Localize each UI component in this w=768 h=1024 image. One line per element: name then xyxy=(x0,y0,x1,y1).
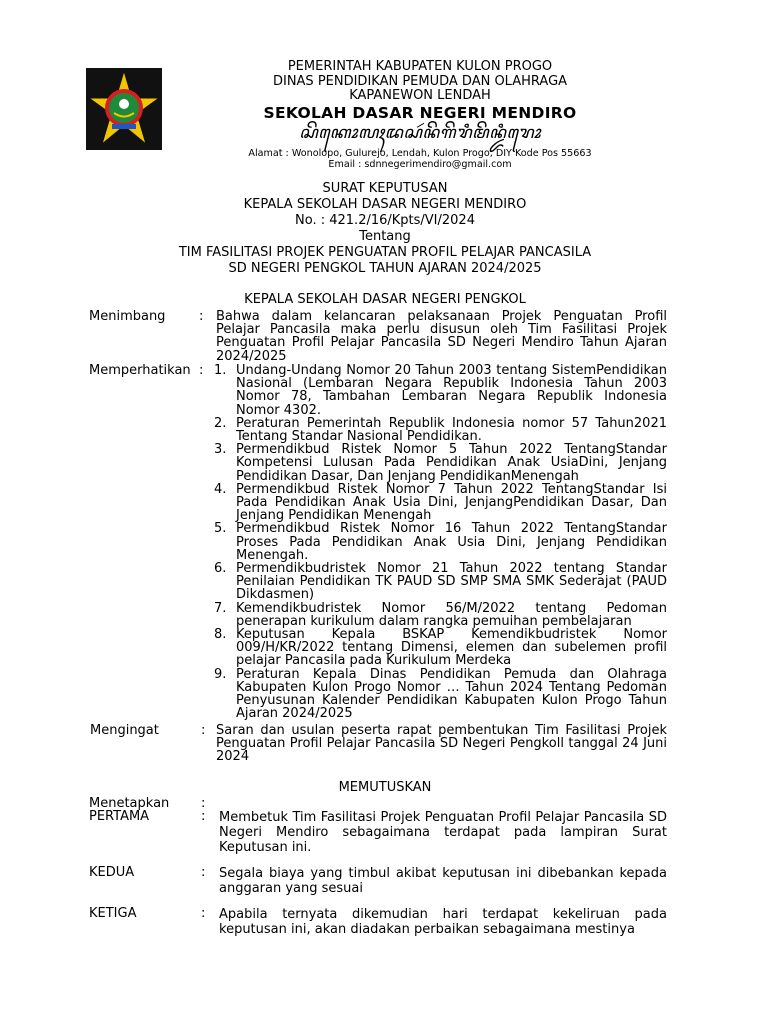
header-line-1: PEMERINTAH KABUPATEN KULON PROGO xyxy=(287,59,553,74)
address-line: Alamat : Wonolopo, Gulurejo, Lendah, Kulon Progo, DIY Kode Pos 55663 xyxy=(248,147,592,159)
title-tim-fasilitasi: TIM FASILITASI PROJEK PENGUATAN PROFIL PELAJAR PANCASILA xyxy=(178,245,592,260)
colon: : xyxy=(201,723,206,738)
list-item: 7. Kemendikbudristek Nomor 56/M/2022 tentang Pedoman penerapan kurikulum dalam rangka pemuihan pembelajaran xyxy=(214,600,667,629)
school-logo xyxy=(86,68,162,150)
memutuskan-heading: MEMUTUSKAN xyxy=(338,780,432,795)
label-pertama: PERTAMA xyxy=(89,809,150,824)
label-menetapkan: Menetapkan xyxy=(89,796,170,811)
section-ketiga xyxy=(89,907,669,939)
colon: : xyxy=(199,363,204,378)
title-sd-negeri: SD NEGERI PENGKOL TAHUN AJARAN 2024/2025 xyxy=(228,261,542,276)
label-kedua: KEDUA xyxy=(89,865,135,880)
colon: : xyxy=(201,906,206,921)
colon: : xyxy=(201,809,206,824)
list-item: 5. Permendikbud Ristek Nomor 16 Tahun 2022 TentangStandar Proses Pada Pendidikan Anak Usia Dini, Jenjang Pendidikan Menengah. xyxy=(214,521,667,563)
menimbang-text: Bahwa dalam kelancaran pelaksanaan Projek Penguatan Profil Pelajar Pancasila maka perlu disusun oleh Tim Fasilitasi Projek Penguatan Profil Pelajar Pancasila SD Negeri Mendiro Tahun Ajaran 2024/2025 xyxy=(216,309,667,364)
memperhatikan-list xyxy=(214,364,667,720)
title-tentang: Tentang xyxy=(359,229,411,244)
section-memperhatikan xyxy=(89,363,669,722)
list-item: 3. Permendikbud Ristek Nomor 5 Tahun 2022 TentangStandar Kompetensi Lulusan Pada Pendidikan Anak UsiaDini, Jenjang Pendidikan Dasar, Dan Jenjang PendidikanMenengah xyxy=(214,442,667,484)
list-item: 1. Undang-Undang Nomor 20 Tahun 2003 tentang SistemPendidikan Nasional (Lembaran Negara Republik Indonesia Tahun 2003 Nomor 78, Tambahan Lembaran Negara Republik Indonesia Nomor 4302. xyxy=(214,363,667,418)
colon: : xyxy=(201,865,206,880)
title-kepala-sekolah: KEPALA SEKOLAH DASAR NEGERI MENDIRO xyxy=(243,197,527,212)
label-mengingat: Mengingat xyxy=(90,723,159,738)
title-surat-keputusan: SURAT KEPUTUSAN xyxy=(322,181,448,196)
pertama-text: Membetuk Tim Fasilitasi Projek Penguatan Profil Pelajar Pancasila SD Negeri Mendiro sebagaimana terdapat pada lampiran Surat Keputusan ini. xyxy=(219,810,667,855)
list-item: 4. Permendikbud Ristek Nomor 7 Tahun 2022 TentangStandar Isi Pada Pendidikan Anak Usia Dini, JenjangPendidikan Dasar, Dan Jenjang Pendidikan Menengah xyxy=(214,481,667,524)
list-item: 9. Peraturan Kepala Dinas Pendidikan Pemuda dan Olahraga Kabupaten Kulon Progo Nomor … Tahun 2024 Tentang Pedoman Penyusunan Kalender Pendidikan Kabupaten Kulon Progo Tahun Ajaran 2024/2025 xyxy=(214,666,667,722)
section-menimbang xyxy=(89,309,669,364)
list-item: 2. Peraturan Pemerintah Republik Indonesia nomor 57 Tahun2021 Tentang Standar Nasional Pendidikan. xyxy=(214,415,667,445)
list-item: 6. Permendikbudristek Nomor 21 Tahun 2022 tentang Standar Penilaian Pendidikan TK PAUD SD SMP SMA SMK Sederajat (PAUD Dikdasmen) xyxy=(214,561,667,603)
decree-title-block xyxy=(90,181,680,308)
colon: : xyxy=(201,796,206,811)
kedua-text: Segala biaya yang timbul akibat keputusan ini dibebankan kepada anggaran yang sesuai xyxy=(219,866,667,896)
label-memperhatikan: Memperhatikan xyxy=(89,363,191,378)
letterhead xyxy=(240,60,600,170)
header-line-2: DINAS PENDIDIKAN PEMUDA DAN OLAHRAGA xyxy=(272,73,568,89)
list-item: 8. Keputusan Kepala BSKAP Kemendikbudristek Nomor 009/H/KR/2022 tentang Dimensi, elemen dan subelemen profil pelajar Pancasila pada Kurikulum Merdeka xyxy=(214,627,667,669)
header-line-3: KAPANEWON LENDAH xyxy=(349,88,491,103)
section-kedua xyxy=(89,866,669,898)
section-mengingat xyxy=(89,724,669,769)
title-kepala-pengkol: KEPALA SEKOLAH DASAR NEGERI PENGKOL xyxy=(244,292,526,307)
mengingat-text: Saran dan usulan peserta rapat pembentukan Tim Fasilitasi Projek Penguatan Profil Pelajar Pancasila SD Negeri Pengkoll tanggal 24 Juni 2024 xyxy=(216,723,667,765)
email-line: Email : sdnnegerimendiro@gmail.com xyxy=(328,158,512,170)
school-name: SEKOLAH DASAR NEGERI MENDIRO xyxy=(263,103,577,122)
label-menimbang: Menimbang xyxy=(89,309,166,324)
label-ketiga: KETIGA xyxy=(89,906,137,921)
title-nomor: No. : 421.2/16/Kpts/VI/2024 xyxy=(295,213,475,228)
ketiga-text: Apabila ternyata dikemudian hari terdapat kekeliruan pada keputusan ini, akan diadakan perbaikan sebagaimana mestinya xyxy=(219,907,667,937)
colon: : xyxy=(199,309,204,324)
section-pertama xyxy=(89,810,669,855)
javanese-script: ꦱꦼꦏꦺꦴꦭꦃꦢꦱꦂꦤꦼꦒꦼꦫꦶꦩꦼꦤ꧀ꦢꦶꦫꦺꦴ xyxy=(299,122,541,143)
